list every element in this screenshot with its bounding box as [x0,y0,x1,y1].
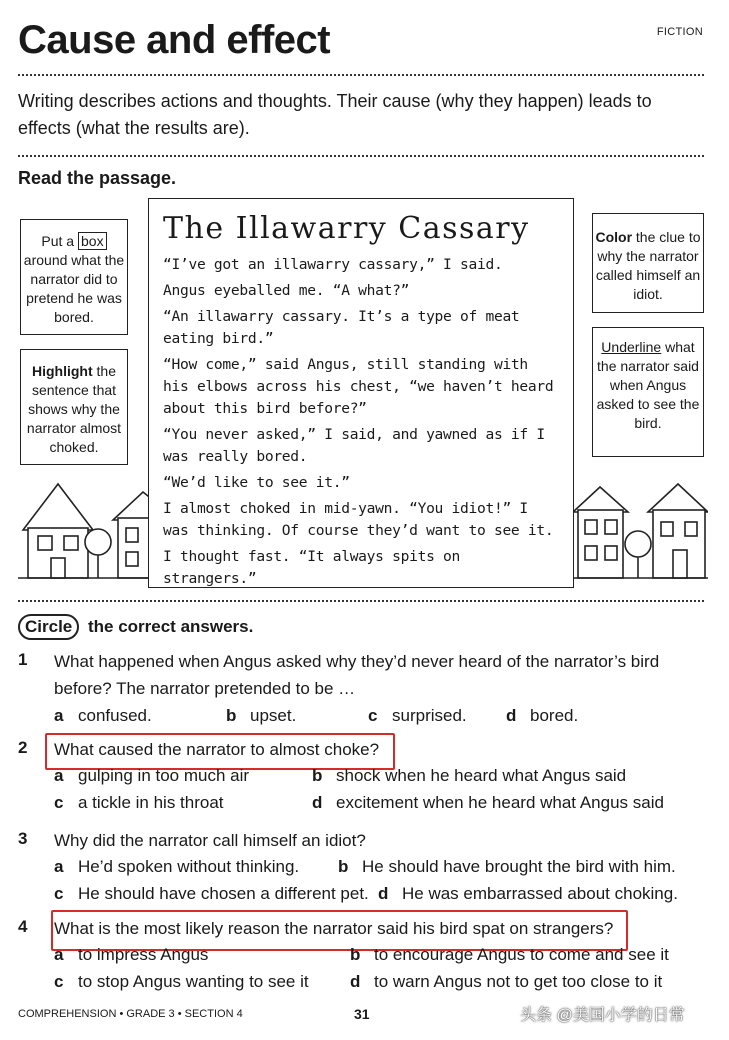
boxed-word: box [78,232,107,250]
footer-series: COMPREHENSION • GRADE 3 • SECTION 4 [18,1008,243,1020]
option-c[interactable] [54,793,224,813]
question-text: What happened when Angus asked why they’d never heard of the narrator’s bird before? The narrator pretended to be … [54,652,660,698]
option-b[interactable] [350,945,669,965]
option-b[interactable] [338,857,676,877]
divider [18,155,704,157]
instruction-bold: Highlight [31,363,93,379]
option-c[interactable] [54,972,309,992]
passage-line: “I’ve got an illawarry cassary,” I said. [163,256,503,273]
intro-text: Writing describes actions and thoughts. Their cause (why they happen) leads to effects (what the results are). [18,91,652,138]
divider [18,74,704,76]
answers-prompt [18,614,253,640]
option-text: confused. [78,706,152,725]
option-letter: a [54,945,64,964]
option-text: shock when he heard what Angus said [336,766,627,785]
question-number: 2 [18,738,28,757]
instruction-text: the clue to why the narrator called himself an idiot. [595,229,701,302]
option-d[interactable] [378,884,678,904]
option-a[interactable] [54,706,152,726]
option-text: surprised. [392,706,467,725]
passage-title: The Illawarry Cassary [163,211,530,246]
option-c[interactable] [54,884,369,904]
passage-line: “How come,” said Angus, still standing with his elbows across his chest, “we haven’t heard about this bird before?” [163,356,554,417]
option-letter: b [350,945,361,964]
option-letter: d [312,793,323,812]
option-letter: d [350,972,361,991]
option-c[interactable] [368,706,467,726]
option-letter: c [54,884,64,903]
option-letter: d [378,884,389,903]
instruction-text: what the narrator said when Angus asked to see the bird. [596,339,700,431]
question-number: 1 [18,650,28,669]
instruction-text: the sentence that shows why the narrator almost choked. [26,363,122,455]
page-title: Cause and effect [18,18,331,62]
instruction-box-box [20,219,128,335]
option-text: to stop Angus wanting to see it [78,972,309,991]
page-number: 31 [354,1006,370,1022]
option-d[interactable] [506,706,578,726]
instruction-bold: Color [595,229,633,245]
option-text: gulping in too much air [78,766,250,785]
option-text: bored. [530,706,579,725]
option-text: to warn Angus not to get too close to it [374,972,663,991]
option-letter: a [54,706,64,725]
option-letter: b [338,857,349,876]
option-d[interactable] [312,793,664,813]
instruction-text: around what the narrator did to pretend he was bored. [23,252,125,325]
divider [18,600,704,602]
circle-word: Circle [18,614,79,640]
option-text: excitement when he heard what Angus said [336,793,664,812]
instruction-underlined: Underline [601,339,662,355]
passage-line: “You never asked,” I said, and yawned as if I was really bored. [163,426,545,465]
question-text: Why did the narrator call himself an idiot? [54,831,366,850]
option-a[interactable] [54,766,249,786]
option-letter: c [54,972,64,991]
watermark: 头条 @美国小学的日常 [520,1007,685,1024]
option-letter: c [54,793,64,812]
option-text: He should have brought the bird with him. [362,857,676,876]
section-label: FICTION [656,26,703,38]
option-letter: b [226,706,237,725]
answers-prompt-text: the correct answers. [87,617,254,636]
passage-line: “An illawarry cassary. It’s a type of meat eating bird.” [163,308,520,347]
option-a[interactable] [54,945,208,965]
question-text: What caused the narrator to almost choke? [54,740,380,759]
option-text: a tickle in his throat [78,793,224,812]
passage-line: I almost choked in mid-yawn. “You idiot!” I was thinking. Of course they’d want to see it. [163,500,554,539]
option-text: to encourage Angus to come and see it [374,945,669,964]
option-text: to impress Angus [78,945,209,964]
option-letter: a [54,857,64,876]
passage-line: I thought fast. “It always spits on strangers.” [163,548,461,587]
passage-line: Angus eyeballed me. “A what?” [163,282,410,299]
question-number: 3 [18,829,28,848]
option-letter: b [312,766,323,785]
instruction-box-underline [592,327,704,457]
question-text: What is the most likely reason the narrator said his bird spat on strangers? [54,919,614,938]
passage-line: “We’d like to see it.” [163,474,350,491]
option-letter: c [368,706,378,725]
option-text: He’d spoken without thinking. [78,857,300,876]
option-d[interactable] [350,972,662,992]
option-text: He should have chosen a different pet. [78,884,369,903]
passage-box [148,198,574,588]
instruction-box-highlight [20,349,128,465]
option-a[interactable] [54,857,299,877]
instruction-text: Put a [41,233,75,249]
instruction-box-color [592,213,704,313]
option-text: upset. [250,706,297,725]
option-letter: d [506,706,517,725]
read-prompt: Read the passage. [18,168,177,188]
option-b[interactable] [226,706,296,726]
option-text: He was embarrassed about choking. [402,884,678,903]
option-b[interactable] [312,766,626,786]
option-letter: a [54,766,64,785]
question-number: 4 [18,917,28,936]
